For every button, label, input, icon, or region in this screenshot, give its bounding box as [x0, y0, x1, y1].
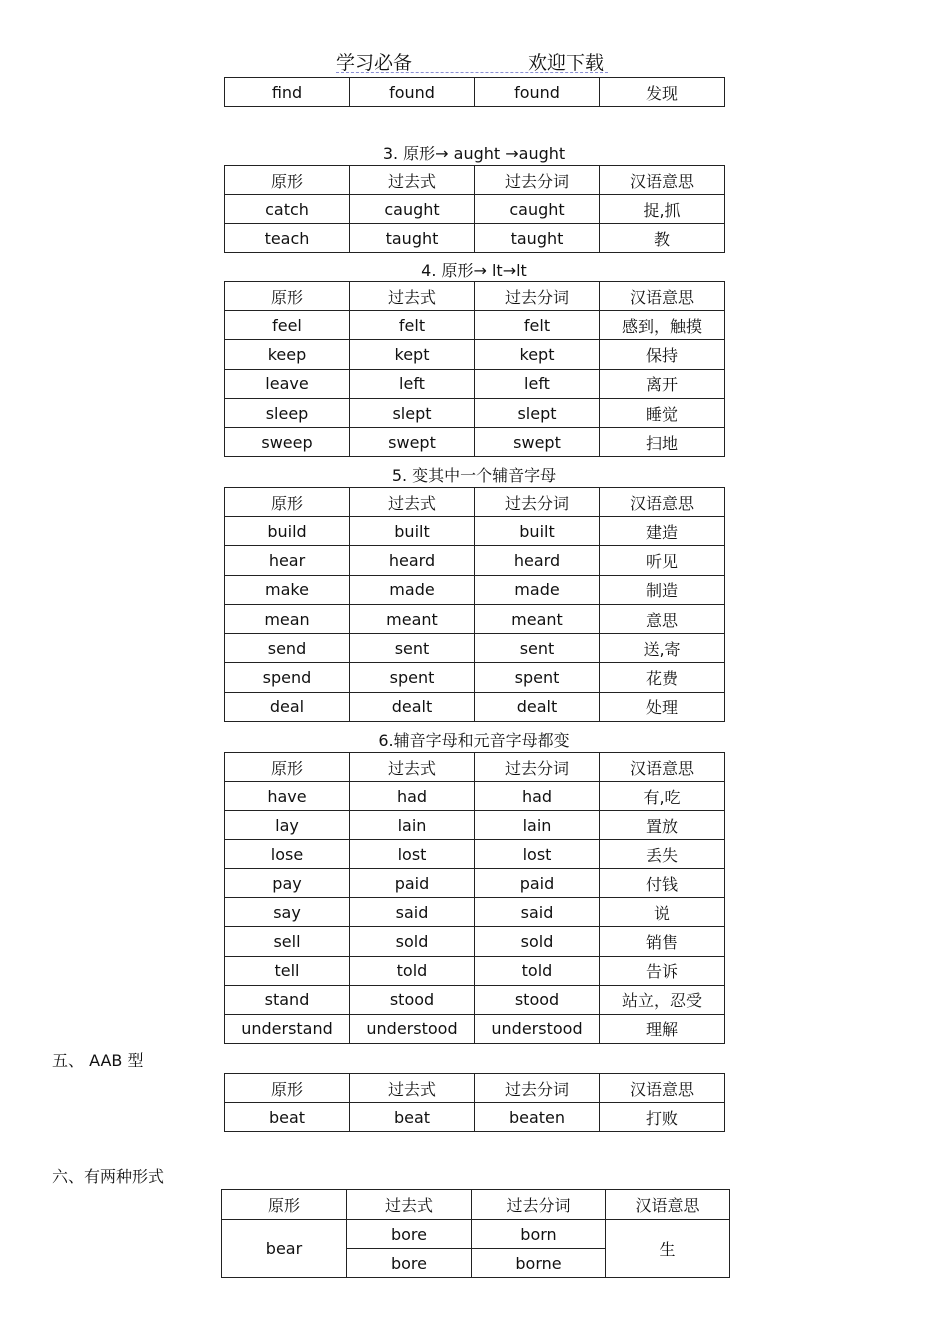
- header-cell: 过去式: [350, 1074, 475, 1103]
- past-participle-cell: born: [472, 1220, 606, 1249]
- meaning-cell: 说: [600, 898, 725, 927]
- base-form-cell: sell: [225, 927, 350, 956]
- table-row: [225, 663, 725, 692]
- table-section6: [221, 1189, 730, 1278]
- base-form-cell: keep: [225, 340, 350, 369]
- table-group6: [224, 752, 725, 1044]
- past-tense-cell: found: [350, 78, 475, 107]
- table-group3: [224, 165, 725, 253]
- table-header-row: [225, 753, 725, 782]
- table-row: [225, 575, 725, 604]
- header-cell: 过去式: [350, 488, 475, 517]
- table-row: [225, 604, 725, 633]
- past-tense-cell: felt: [350, 311, 475, 340]
- past-tense-cell: understood: [350, 1014, 475, 1043]
- header-left-text: 学习必备: [336, 52, 413, 74]
- past-participle-cell: made: [475, 575, 600, 604]
- table-group5: [224, 487, 725, 722]
- table-row: [225, 898, 725, 927]
- base-form-cell: mean: [225, 604, 350, 633]
- meaning-cell: 意思: [600, 604, 725, 633]
- header-cell: 汉语意思: [606, 1190, 730, 1220]
- past-participle-cell: lost: [475, 840, 600, 869]
- header-cell: 原形: [225, 166, 350, 195]
- base-form-cell: understand: [225, 1014, 350, 1043]
- header-underline: [336, 72, 608, 73]
- past-participle-cell: slept: [475, 398, 600, 427]
- table-row: [225, 517, 725, 546]
- header-cell: 原形: [225, 1074, 350, 1103]
- table-row: [225, 428, 725, 457]
- past-tense-cell: kept: [350, 340, 475, 369]
- header-cell: 汉语意思: [600, 753, 725, 782]
- meaning-cell: 付钱: [600, 869, 725, 898]
- past-tense-cell: had: [350, 782, 475, 811]
- meaning-cell: 销售: [600, 927, 725, 956]
- header-cell: 原形: [225, 753, 350, 782]
- base-form-cell: hear: [225, 546, 350, 575]
- base-form-cell: feel: [225, 311, 350, 340]
- section5-title: 五、 AAB 型: [52, 1051, 144, 1070]
- header-cell: 汉语意思: [600, 1074, 725, 1103]
- table-row: [225, 1103, 725, 1132]
- group5-title: 5. 变其中一个辅音字母: [391, 466, 557, 485]
- meaning-cell: 保持: [600, 340, 725, 369]
- past-participle-cell: beaten: [475, 1103, 600, 1132]
- past-tense-cell: sent: [350, 634, 475, 663]
- past-tense-cell: taught: [350, 224, 475, 253]
- meaning-cell: 建造: [600, 517, 725, 546]
- past-participle-cell: dealt: [475, 692, 600, 721]
- past-participle-cell: understood: [475, 1014, 600, 1043]
- meaning-cell: 理解: [600, 1014, 725, 1043]
- table-header-row: [225, 488, 725, 517]
- table-row: [225, 956, 725, 985]
- past-participle-cell: paid: [475, 869, 600, 898]
- header-cell: 过去分词: [472, 1190, 606, 1220]
- table-row: [222, 1220, 730, 1249]
- past-participle-cell: told: [475, 956, 600, 985]
- base-form-cell: teach: [225, 224, 350, 253]
- meaning-cell: 教: [600, 224, 725, 253]
- table-row: [225, 546, 725, 575]
- past-tense-cell: bore: [347, 1220, 472, 1249]
- base-form-cell: send: [225, 634, 350, 663]
- past-tense-cell: said: [350, 898, 475, 927]
- base-form-cell: build: [225, 517, 350, 546]
- meaning-cell: 送,寄: [600, 634, 725, 663]
- meaning-cell: 置放: [600, 811, 725, 840]
- past-tense-cell: made: [350, 575, 475, 604]
- table-row: [225, 985, 725, 1014]
- past-participle-cell: sent: [475, 634, 600, 663]
- past-participle-cell: lain: [475, 811, 600, 840]
- base-form-cell: tell: [225, 956, 350, 985]
- meaning-cell: 感到，触摸: [600, 311, 725, 340]
- past-participle-cell: had: [475, 782, 600, 811]
- page-header: [0, 48, 950, 76]
- table-header-row: [222, 1190, 730, 1220]
- past-participle-cell: spent: [475, 663, 600, 692]
- header-cell: 过去式: [350, 282, 475, 311]
- past-participle-cell: borne: [472, 1249, 606, 1278]
- base-form-cell: spend: [225, 663, 350, 692]
- header-cell: 过去分词: [475, 753, 600, 782]
- past-participle-cell: meant: [475, 604, 600, 633]
- table-row: [225, 224, 725, 253]
- table-header-row: [225, 1074, 725, 1103]
- table-row: [225, 78, 725, 107]
- base-form-cell: make: [225, 575, 350, 604]
- past-tense-cell: lost: [350, 840, 475, 869]
- header-cell: 原形: [222, 1190, 347, 1220]
- past-participle-cell: swept: [475, 428, 600, 457]
- table-row: [225, 195, 725, 224]
- meaning-cell: 生: [606, 1220, 730, 1278]
- meaning-cell: 制造: [600, 575, 725, 604]
- base-form-cell: deal: [225, 692, 350, 721]
- base-form-cell: sweep: [225, 428, 350, 457]
- meaning-cell: 站立，忍受: [600, 985, 725, 1014]
- meaning-cell: 告诉: [600, 956, 725, 985]
- base-form-cell: say: [225, 898, 350, 927]
- group4-title: 4. 原形→ lt→lt: [421, 261, 527, 280]
- meaning-cell: 听见: [600, 546, 725, 575]
- meaning-cell: 离开: [600, 369, 725, 398]
- base-form-cell: pay: [225, 869, 350, 898]
- past-participle-cell: heard: [475, 546, 600, 575]
- past-tense-cell: stood: [350, 985, 475, 1014]
- past-tense-cell: paid: [350, 869, 475, 898]
- meaning-cell: 花费: [600, 663, 725, 692]
- past-tense-cell: slept: [350, 398, 475, 427]
- header-cell: 过去分词: [475, 166, 600, 195]
- table-row: [225, 869, 725, 898]
- past-participle-cell: left: [475, 369, 600, 398]
- past-participle-cell: caught: [475, 195, 600, 224]
- past-tense-cell: built: [350, 517, 475, 546]
- past-tense-cell: bore: [347, 1249, 472, 1278]
- past-participle-cell: kept: [475, 340, 600, 369]
- header-cell: 过去式: [350, 753, 475, 782]
- base-form-cell: beat: [225, 1103, 350, 1132]
- table-row: [225, 927, 725, 956]
- meaning-cell: 扫地: [600, 428, 725, 457]
- header-cell: 汉语意思: [600, 282, 725, 311]
- past-participle-cell: felt: [475, 311, 600, 340]
- past-tense-cell: sold: [350, 927, 475, 956]
- past-participle-cell: found: [475, 78, 600, 107]
- header-cell: 过去式: [347, 1190, 472, 1220]
- header-cell: 汉语意思: [600, 166, 725, 195]
- past-tense-cell: caught: [350, 195, 475, 224]
- header-right-text: 欢迎下载: [528, 52, 605, 74]
- past-participle-cell: said: [475, 898, 600, 927]
- header-cell: 汉语意思: [600, 488, 725, 517]
- base-form-cell: leave: [225, 369, 350, 398]
- table-top: [224, 77, 725, 107]
- header-cell: 过去分词: [475, 282, 600, 311]
- past-tense-cell: lain: [350, 811, 475, 840]
- table-row: [225, 311, 725, 340]
- past-tense-cell: beat: [350, 1103, 475, 1132]
- meaning-cell: 睡觉: [600, 398, 725, 427]
- base-form-cell: bear: [222, 1220, 347, 1278]
- past-participle-cell: built: [475, 517, 600, 546]
- table-row: [225, 1014, 725, 1043]
- table-section5: [224, 1073, 725, 1132]
- meaning-cell: 捉,抓: [600, 195, 725, 224]
- group6-title: 6.辅音字母和元音字母都变: [378, 731, 570, 750]
- past-participle-cell: taught: [475, 224, 600, 253]
- meaning-cell: 有,吃: [600, 782, 725, 811]
- meaning-cell: 发现: [600, 78, 725, 107]
- past-tense-cell: heard: [350, 546, 475, 575]
- header-cell: 过去分词: [475, 488, 600, 517]
- past-tense-cell: told: [350, 956, 475, 985]
- base-form-cell: catch: [225, 195, 350, 224]
- past-participle-cell: sold: [475, 927, 600, 956]
- table-header-row: [225, 166, 725, 195]
- base-form-cell: lay: [225, 811, 350, 840]
- meaning-cell: 打败: [600, 1103, 725, 1132]
- table-row: [225, 369, 725, 398]
- section6-title: 六、有两种形式: [52, 1167, 165, 1186]
- past-participle-cell: stood: [475, 985, 600, 1014]
- past-tense-cell: left: [350, 369, 475, 398]
- past-tense-cell: dealt: [350, 692, 475, 721]
- header-cell: 原形: [225, 488, 350, 517]
- meaning-cell: 丢失: [600, 840, 725, 869]
- table-row: [225, 692, 725, 721]
- header-cell: 原形: [225, 282, 350, 311]
- header-cell: 过去分词: [475, 1074, 600, 1103]
- base-form-cell: have: [225, 782, 350, 811]
- table-header-row: [225, 282, 725, 311]
- table-row: [225, 398, 725, 427]
- base-form-cell: lose: [225, 840, 350, 869]
- table-group4: [224, 281, 725, 457]
- group3-title: 3. 原形→ aught →aught: [382, 144, 566, 163]
- table-row: [225, 340, 725, 369]
- past-tense-cell: meant: [350, 604, 475, 633]
- base-form-cell: sleep: [225, 398, 350, 427]
- header-cell: 过去式: [350, 166, 475, 195]
- past-tense-cell: swept: [350, 428, 475, 457]
- base-form-cell: stand: [225, 985, 350, 1014]
- past-tense-cell: spent: [350, 663, 475, 692]
- table-row: [225, 840, 725, 869]
- table-row: [225, 811, 725, 840]
- meaning-cell: 处理: [600, 692, 725, 721]
- base-form-cell: find: [225, 78, 350, 107]
- table-row: [225, 634, 725, 663]
- table-row: [225, 782, 725, 811]
